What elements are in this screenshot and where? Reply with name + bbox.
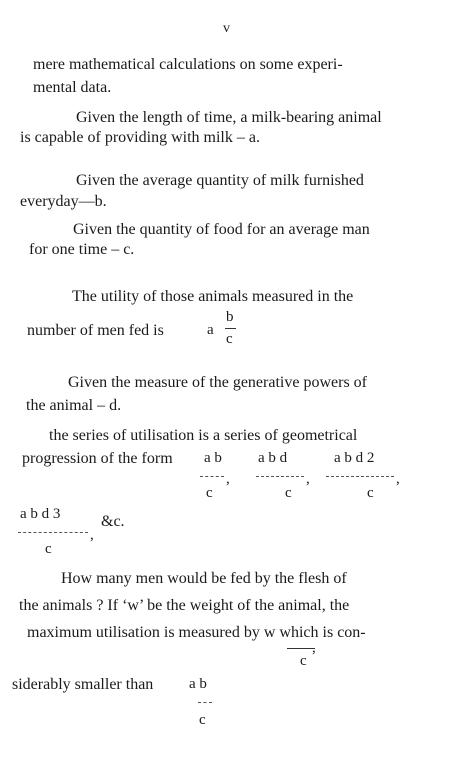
fraction-bar	[18, 532, 88, 533]
text-line: How many men would be fed by the flesh of	[61, 570, 347, 587]
series-denominator: c	[45, 541, 52, 557]
text-line: Given the quantity of food for an average man	[73, 221, 370, 238]
series-comma: ,	[90, 527, 94, 543]
formula-numerator: a b	[189, 676, 207, 692]
page-number: v	[223, 21, 230, 36]
series-denominator: c	[367, 485, 374, 501]
text-line: Given the measure of the generative powers of	[68, 374, 367, 391]
formula-denominator: c	[226, 331, 233, 347]
text-line: everyday—b.	[20, 193, 107, 210]
series-comma: ,	[226, 471, 230, 487]
formula-prefix: a	[207, 322, 214, 338]
fraction-bar	[198, 702, 212, 703]
text-line: the series of utilisation is a series of geometrical	[49, 427, 358, 444]
series-comma: ,	[312, 640, 316, 656]
text-line: the animals ? If ‘w’ be the weight of the animal, the	[19, 597, 350, 614]
series-comma: ,	[396, 471, 400, 487]
fraction-bar	[256, 476, 304, 477]
text-line: The utility of those animals measured in the	[72, 288, 354, 305]
series-numerator: a b d 3	[20, 506, 61, 522]
formula-numerator: b	[226, 309, 234, 325]
series-comma: ,	[306, 471, 310, 487]
text-line: the animal – d.	[26, 397, 122, 414]
text-line: progression of the form	[22, 450, 173, 467]
text-line: maximum utilisation is measured by w which is con-	[27, 624, 366, 641]
fraction-bar	[200, 476, 224, 477]
formula-denominator: c	[300, 653, 307, 669]
fraction-bar	[287, 648, 315, 649]
series-denominator: c	[285, 485, 292, 501]
text-line: number of men fed is	[27, 322, 164, 339]
text-line: siderably smaller than	[12, 676, 154, 693]
text-line: &c.	[101, 513, 125, 530]
fraction-bar	[225, 328, 236, 329]
series-numerator: a b d	[258, 450, 288, 466]
text-line: mere mathematical calculations on some experi-	[33, 56, 343, 73]
formula-denominator: c	[199, 712, 206, 728]
series-denominator: c	[206, 485, 213, 501]
text-line: mental data.	[33, 79, 112, 96]
text-line: Given the length of time, a milk-bearing animal	[76, 109, 382, 126]
fraction-bar	[326, 476, 394, 477]
text-line: is capable of providing with milk – a.	[20, 129, 260, 146]
text-line: Given the average quantity of milk furnished	[76, 172, 364, 189]
text-line: for one time – c.	[29, 241, 135, 258]
series-numerator: a b d 2	[334, 450, 375, 466]
series-numerator: a b	[204, 450, 222, 466]
